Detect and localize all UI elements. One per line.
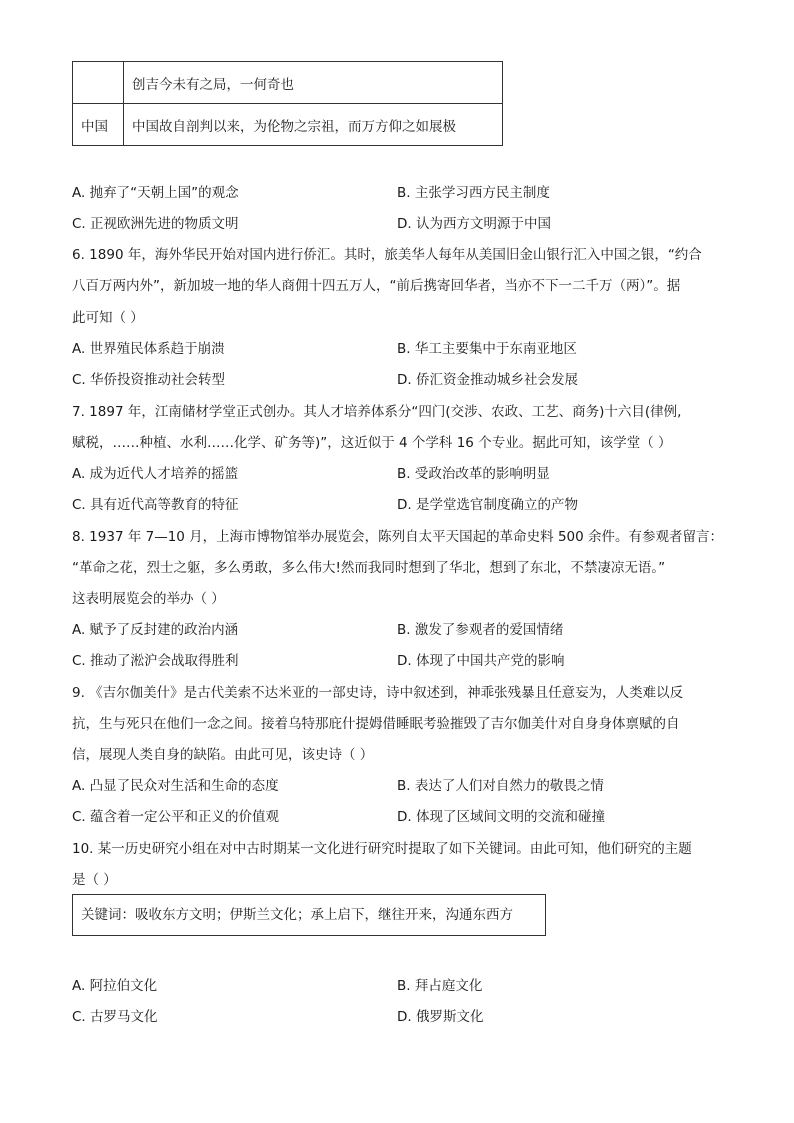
q9-stem-line2: 抗，生与死只在他们一念之间。接着乌特那庇什提姆借睡眠考验摧毁了吉尔伽美什对自身身体禀赋的自 [72, 716, 680, 732]
table-row [73, 62, 503, 104]
q7-stem-line1: 7. 1897 年，江南储材学堂正式创办。其人才培养体系分“四门(交涉、农政、工艺、商务)十六目(律例, [72, 404, 682, 420]
q7-option-c: C. 具有近代高等教育的特征 [72, 497, 239, 513]
q9-option-d: D. 体现了区域间文明的交流和碰撞 [397, 809, 605, 825]
q9-option-a: A. 凸显了民众对生活和生命的态度 [72, 778, 279, 794]
q5-option-d: D. 认为西方文明源于中国 [397, 216, 551, 232]
q9-option-c: C. 蕴含着一定公平和正义的价值观 [72, 809, 280, 825]
q7-stem-line2: 赋税，……种植、水利……化学、矿务等)”，这近似于 4 个学科 16 个专业。据此可知，该学堂（ ） [72, 435, 672, 451]
q8-stem-line1: 8. 1937 年 7—10 月，上海市博物馆举办展览会，陈列自太平天国起的革命史料 500 余件。有参观者留言： [72, 529, 724, 545]
q6-option-a: A. 世界殖民体系趋于崩溃 [72, 341, 225, 357]
q6-option-d: D. 侨汇资金推动城乡社会发展 [397, 372, 578, 388]
q8-option-a: A. 赋予了反封建的政治内涵 [72, 622, 239, 638]
table-row [73, 104, 503, 146]
q9-stem-line3: 信，展现人类自身的缺陷。由此可见，该史诗（ ） [72, 747, 374, 763]
q7-option-a: A. 成为近代人才培养的摇篮 [72, 466, 239, 482]
q6-stem-line3: 此可知（ ） [72, 310, 144, 326]
q10-option-a: A. 阿拉伯文化 [72, 978, 158, 994]
q5-option-a: A. 抛弃了“天朝上国”的观念 [72, 185, 239, 201]
q7-option-b: B. 受政治改革的影响明显 [397, 466, 550, 482]
q9-option-b: B. 表达了人们对自然力的敬畏之情 [397, 778, 604, 794]
q10-option-b: B. 拜占庭文化 [397, 978, 483, 994]
q10-option-d: D. 俄罗斯文化 [397, 1009, 484, 1025]
keyword-box: 关键词：吸收东方文明；伊斯兰文化；承上启下，继往开来，沟通东西方 [72, 894, 546, 936]
q5-option-c: C. 正视欧洲先进的物质文明 [72, 216, 239, 232]
q6-stem-line1: 6. 1890 年，海外华民开始对国内进行侨汇。其时，旅美华人每年从美国旧金山银行汇入中国之银，“约合 [72, 247, 702, 263]
q8-option-d: D. 体现了中国共产党的影响 [397, 653, 565, 669]
q6-option-b: B. 华工主要集中于东南亚地区 [397, 341, 577, 357]
q6-option-c: C. 华侨投资推动社会转型 [72, 372, 226, 388]
table-cell-label [73, 62, 124, 104]
quote-table [72, 61, 503, 146]
q8-stem-line3: 这表明展览会的举办（ ） [72, 591, 225, 607]
table-cell-text: 创吉今未有之局，一何奇也 [124, 62, 503, 104]
q10-option-c: C. 古罗马文化 [72, 1009, 158, 1025]
table-cell-text: 中国故自剖判以来，为伦物之宗祖，而万方仰之如展极 [124, 104, 503, 146]
q5-option-b: B. 主张学习西方民主制度 [397, 185, 550, 201]
q6-stem-line2: 八百万两内外”，新加坡一地的华人商佣十四五万人，“前后携寄回华者，当亦不下一二千万（两）”。据 [72, 278, 681, 294]
q8-stem-line2: “革命之花，烈士之躯，多么勇敢，多么伟大!然而我同时想到了华北，想到了东北，不禁凄凉无语。” [72, 560, 666, 576]
table-cell-label: 中国 [73, 104, 124, 146]
q9-stem-line1: 9. 《吉尔伽美什》是古代美索不达米亚的一部史诗，诗中叙述到，神乖张残暴且任意妄为，人类难以反 [72, 685, 684, 701]
q7-option-d: D. 是学堂选官制度确立的产物 [397, 497, 578, 513]
q10-stem-line2: 是（ ） [72, 872, 117, 888]
q8-option-b: B. 激发了参观者的爱国情绪 [397, 622, 564, 638]
q8-option-c: C. 推动了淞沪会战取得胜利 [72, 653, 239, 669]
q10-stem-line1: 10. 某一历史研究小组在对中古时期某一文化进行研究时提取了如下关键词。由此可知，他们研究的主题 [72, 841, 692, 857]
